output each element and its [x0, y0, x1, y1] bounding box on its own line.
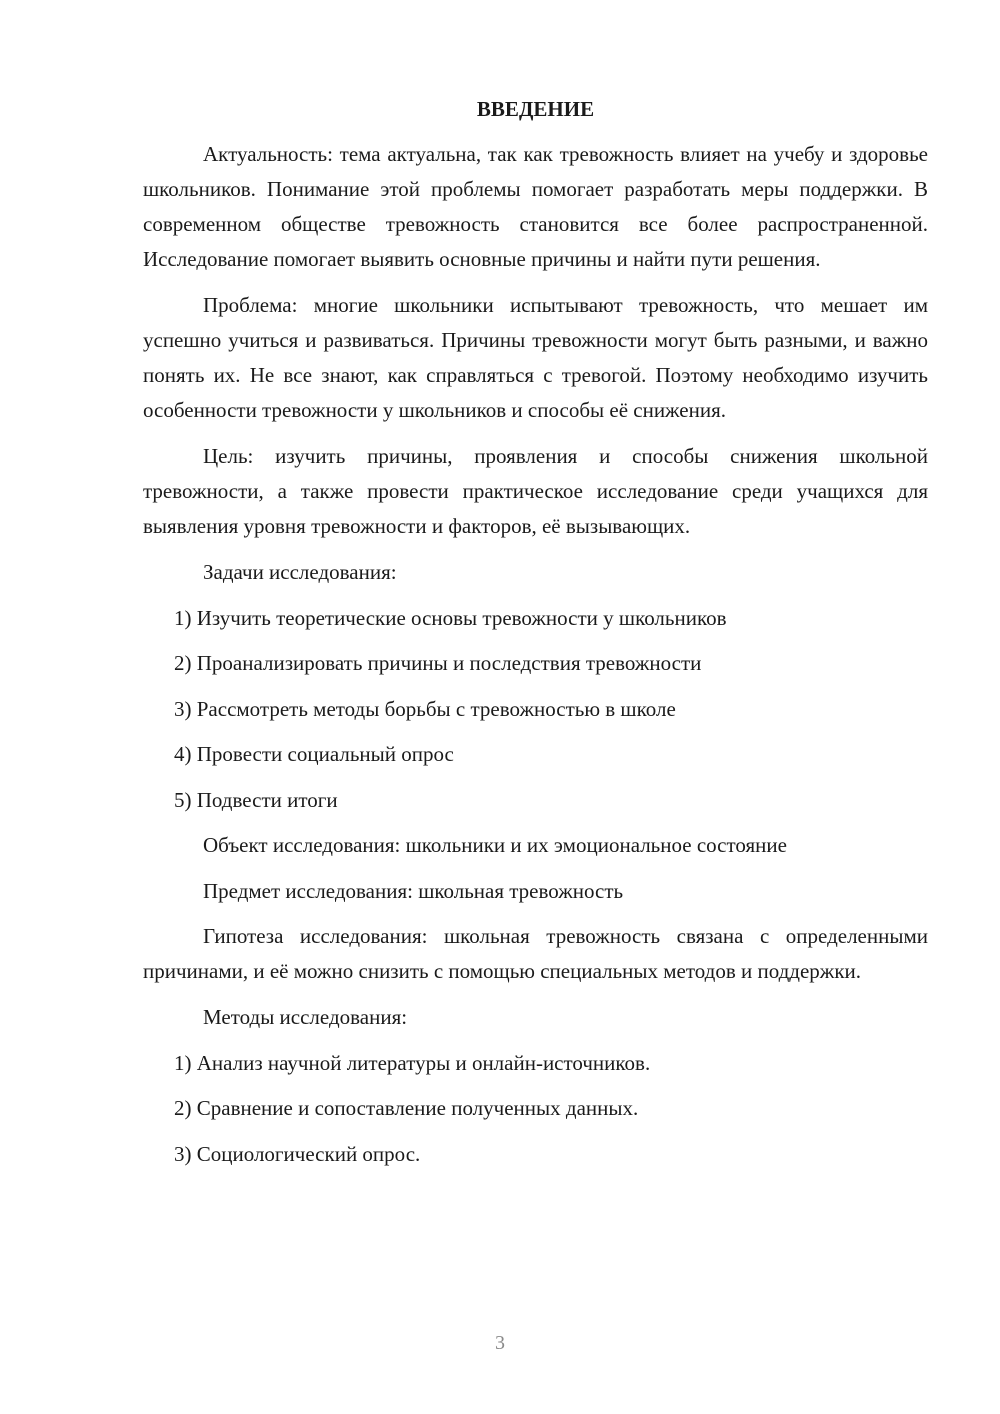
method-item: 2) Сравнение и сопоставление полученных данных. [174, 1096, 639, 1120]
hypothesis-paragraph: Гипотеза исследования: школьная тревожность связана с определенными причинами, и её можно снизить с помощью специальных методов и поддержки. [143, 924, 928, 983]
goal-paragraph: Цель: изучить причины, проявления и способы снижения школьной тревожности, а также провести практическое исследование среди учащихся для выявления уровня тревожности и факторов, её вызывающих. [143, 444, 928, 538]
method-item: 3) Социологический опрос. [174, 1141, 421, 1166]
task-item: 2) Проанализировать причины и последствия тревожности [174, 651, 702, 675]
methods-heading: Методы исследования: [203, 1005, 408, 1029]
object-line: Объект исследования: школьники и их эмоциональное состояние [203, 833, 787, 857]
task-item: 3) Рассмотреть методы борьбы с тревожностью в школе [174, 696, 676, 721]
task-item: 4) Провести социальный опрос [174, 742, 454, 766]
task-item: 1) Изучить теоретические основы тревожности у школьников [174, 605, 727, 630]
page-number: 3 [495, 1332, 505, 1354]
task-item: 5) Подвести итоги [174, 787, 338, 812]
document-page [143, 92, 928, 1172]
problem-paragraph: Проблема: многие школьники испытывают тревожность, что мешает им успешно учиться и развиваться. Причины тревожности могут быть разными, и важно понять их. Не все знают, как справляться с тревогой. Поэтому необходимо изучить особенности тревожности у школьников и способы её снижения. [143, 293, 928, 422]
tasks-heading: Задачи исследования: [203, 560, 397, 584]
relevance-paragraph: Актуальность: тема актуальна, так как тревожность влияет на учебу и здоровье школьников. Понимание этой проблемы помогает разработать меры поддержки. В современном обществе тревожность становится все более распространенной. Исследование помогает выявить основные причины и найти пути решения. [143, 142, 928, 271]
method-item: 1) Анализ научной литературы и онлайн-источников. [174, 1050, 651, 1075]
page-title: ВВЕДЕНИЕ [476, 97, 595, 121]
subject-line: Предмет исследования: школьная тревожность [203, 878, 624, 903]
